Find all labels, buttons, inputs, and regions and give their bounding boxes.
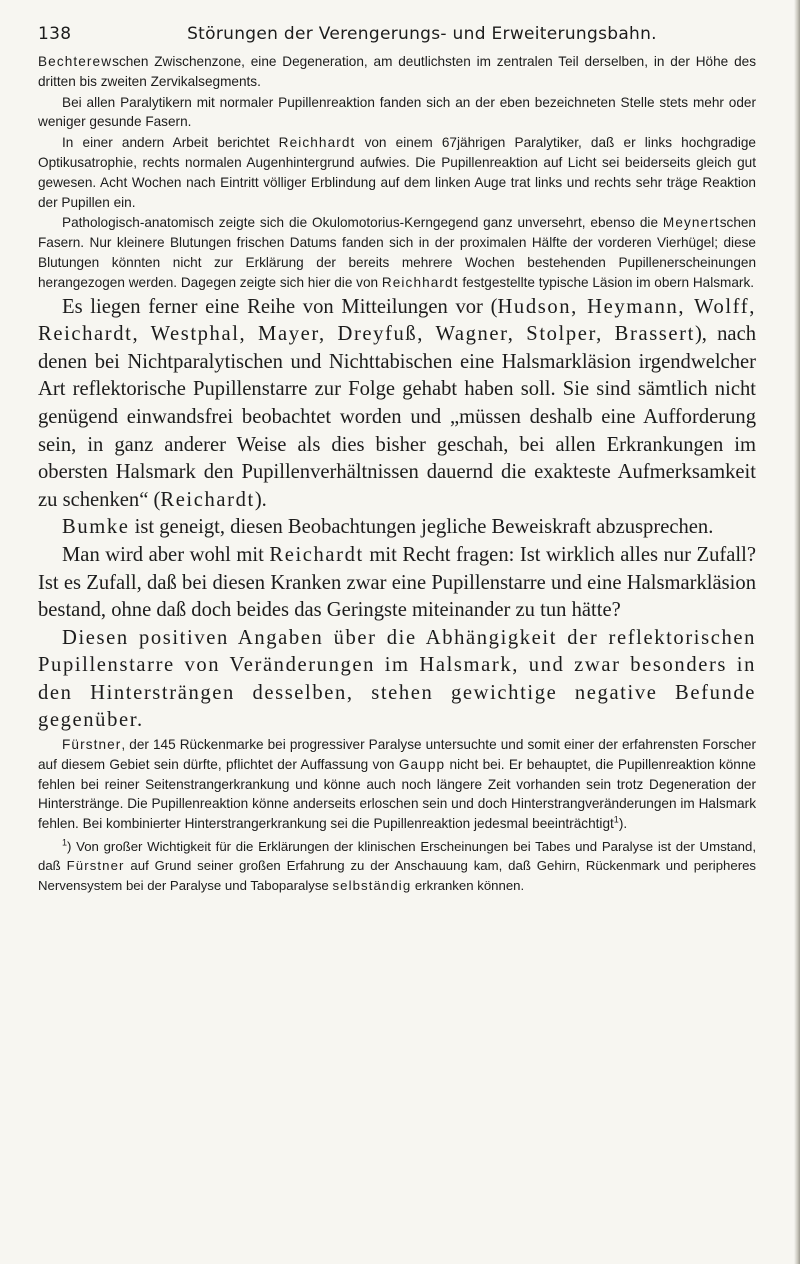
author-name: Bumke: [62, 516, 130, 539]
author-name: Reichhardt: [278, 135, 356, 151]
author-name: Fürstner: [62, 737, 122, 753]
page-number: 138: [38, 24, 72, 44]
paragraph-5: Es liegen ferner eine Reihe von Mitteilungen vor (Hudson, Heymann, Wolff, Reichardt, Westphal, Mayer, Dreyfuß, Wagner, Stolper, Brassert), nach denen bei Nichtparalytischen und Nichttabischen eine Halsmarkläsion irgendwelcher Art reflektorische Pupillenstarre zur Folge gehabt haben soll. Sie sind sämtlich nicht genügend einwandsfrei beobachtet worden und „müssen deshalb eine Aufforderung sein, in ganz anderer Weise als dies bisher geschah, bei allen Erkrankungen im obersten Halsmark den Pupillenverhältnissen dauernd die exakteste Aufmerksamkeit zu schenken“ (Reichardt).: [38, 295, 757, 511]
paragraph-2: Bei allen Paralytikern mit normaler Pupillenreaktion fanden sich an der eben bezeichneten Stelle stets mehr oder weniger gesunde Fasern.: [38, 94, 756, 130]
author-name: Bechterew: [38, 54, 113, 69]
emphasis: selbständig: [332, 877, 412, 893]
page-edge: [794, 0, 800, 1264]
author-name: Reichardt: [160, 488, 255, 511]
author-name: Reichardt: [269, 543, 364, 566]
footnote-ref[interactable]: 1: [613, 814, 619, 825]
page-body: [38, 52, 756, 895]
author-list: Hudson, Heymann, Wolff, Reichardt, Westphal, Mayer, Dreyfuß, Wagner, Stolper, Brassert: [38, 295, 756, 346]
footnote: $^1$) Von großer Wichtigkeit für die Erklärungen der klinischen Erscheinungen bei Tabes und Paralyse ist der Umstand, daß Fürstner auf Grund seiner großen Erfahrung zu der Anschauung kam, daß Gehirn, Rückenmark und peripheres Nervensystem bei der Paralyse und Taboparalyse selbständig erkranken können.: [38, 837, 757, 893]
paragraph-4: Pathologisch-anatomisch zeigte sich die Okulomotorius-Kerngegend ganz unversehrt, ebenso die Meynertschen Fasern. Nur kleinere Blutungen frischen Datums fanden sich in der proximalen Hälfte der vorderen Vierhügel; diese Blutungen könnten nicht zur Erklärung der bereits mehrere Wochen bestehenden Pupillenerscheinungen herangezogen werden. Dagegen zeigte sich hier die von Reichhardt festgestellte typische Läsion im obern Halsmark.: [38, 215, 756, 290]
footnote-mark: 1: [62, 837, 68, 848]
paragraph-6: Bumke ist geneigt, diesen Beobachtungen jegliche Beweiskraft abzusprechen.: [62, 516, 714, 539]
author-name: Fürstner: [66, 858, 125, 874]
author-name: Gaupp: [398, 756, 446, 772]
page-header: [38, 0, 756, 44]
paragraph-8: Diesen positiven Angaben über die Abhängigkeit der reflektorischen Pupillenstarre von Veränderungen im Halsmark, und zwar besonders in den Hintersträngen desselben, stehen gewichtige negative Befunde gegenüber.: [38, 626, 756, 732]
paragraph-9: Fürstner, der 145 Rückenmarke bei progressiver Paralyse untersuchte und somit einer der erfahrensten Forscher auf diesem Gebiet sein dürfte, pflichtet der Auffassung von Gaupp nicht bei. Er behauptet, die Pupillenreaktion könne fehlen bei reiner Seitenstrangerkrankung und könne auch noch längere Zeit vorhanden sein trotz Degeneration der Hinterstränge. Die Pupillenreaktion könne anderseits erloschen sein und doch Hinterstrangveränderungen im Halsmark fehlen. Bei kombinierter Hinterstrangerkrankung sei die Pupillenreaktion jedesmal beeinträchtigt$^1$).: [38, 737, 756, 832]
paragraph-3: In einer andern Arbeit berichtet Reichhardt von einem 67jährigen Paralytiker, daß er links hochgradige Optikusatrophie, rechts normalen Augenhintergrund aufwies. Die Pupillenreaktion auf Licht sei beiderseits gleich gut gewesen. Acht Wochen nach Eintritt völliger Erblindung auf dem linken Auge trat links und rechts sehr träge Reaktion der Pupillen ein.: [38, 135, 756, 210]
author-name: Reichhardt: [381, 274, 459, 290]
author-name: Meynert: [662, 215, 720, 231]
running-head: Störungen der Verengerungs- und Erweiterungsbahn.: [187, 24, 657, 44]
paragraph-7: Man wird aber wohl mit Reichardt mit Recht fragen: Ist wirklich alles nur Zufall? Ist es Zufall, daß bei diesen Kranken zwar eine Pupillenstarre und eine Halsmarkläsion bestand, ohne daß doch beides das Geringste miteinander zu tun hätte?: [38, 543, 757, 622]
paragraph-1: Bechterewschen Zwischenzone, eine Degeneration, am deutlichsten im zentralen Teil derselben, in der Höhe des dritten bis zweiten Zervikalsegments.: [38, 54, 756, 89]
